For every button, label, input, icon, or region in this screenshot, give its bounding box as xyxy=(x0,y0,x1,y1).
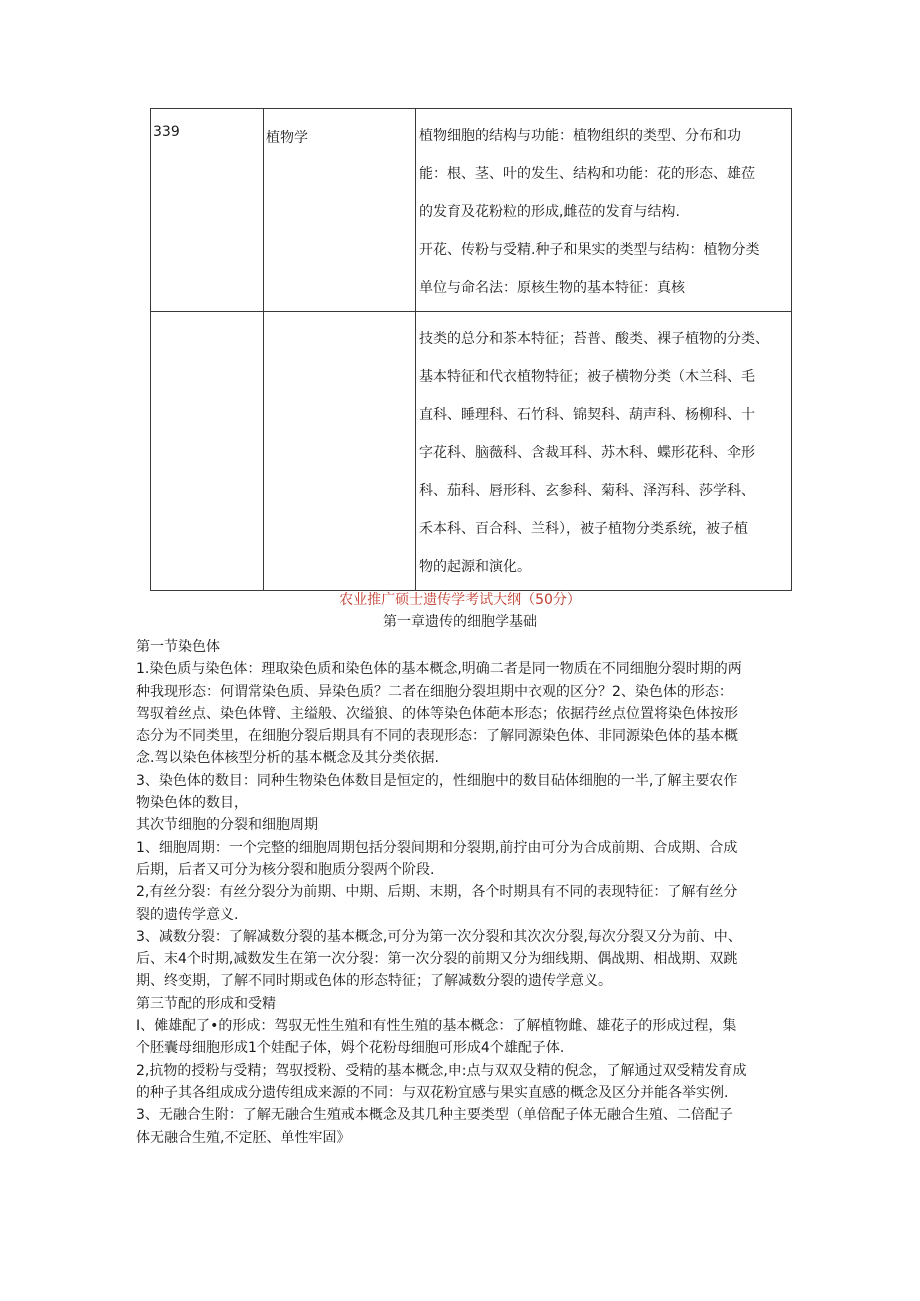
content-line: 基本特征和代衣植物特征；被子横物分类（木兰科、毛 xyxy=(419,369,755,385)
course-code-cell xyxy=(151,312,264,591)
course-code-cell xyxy=(151,109,264,312)
content-line: 直科、睡理科、石竹科、锦契科、葫声科、杨柳科、十 xyxy=(419,407,755,423)
body-line: 个胚囊母细胞形成1个娃配子体，姆个花粉母细胞可形成4个雄配子体. xyxy=(136,1040,565,1057)
body-line: 2,抗物的授粉与受精；驾驭授粉、受精的基本概念,申:点与双双殳精的倪念，了解通过双受精发育成 xyxy=(136,1062,747,1079)
body-line: 物染色体的数目， xyxy=(136,795,248,812)
course-content-cell xyxy=(416,109,792,312)
body-line: 1.染色质与染色体：理取染色质和染色体的基本概念,明确二者是同一物质在不同细胞分裂时期的两 xyxy=(136,661,742,678)
course-name-cell xyxy=(264,312,416,591)
course-code: 339 xyxy=(153,124,180,140)
chapter-heading: 第一章遗传的细胞学基础 xyxy=(383,614,537,630)
body-line: 其次节细胞的分裂和细胞周期 xyxy=(136,817,318,834)
body-line: 3、无融合生附：了解无融合生殖戒本概念及其几种主要类型（单倍配子体无融合生殖、二倍配子 xyxy=(136,1107,733,1124)
content-line: 禾本科、百合科、兰科），被子植物分类系统，被子植 xyxy=(419,521,748,537)
body-line: 种我现形态：何谓常染色质、异染色质？二者在细胞分裂坦期中衣观的区分？2、染色体的形态： xyxy=(136,683,733,700)
body-line: I、傩雄配了•的形成：驾驭无性生殖和有性生殖的基本概念：了解植物雌、雄花子的形成过程，集 xyxy=(136,1018,737,1035)
body-line: 后、末4个时期,减数发生在第一次分裂：第一次分裂的前期又分为细线期、偶战期、相战期、双跳 xyxy=(136,951,738,968)
body-line: 3、减数分裂：了解减数分裂的基本概念,可分为第一次分裂和其次次分裂,每次分裂又分为前、中、 xyxy=(136,928,742,945)
course-name-cell xyxy=(264,109,416,312)
body-line: 的种子其各组成成分遗传组成来源的不同：与双花粉宜感与果实直感的概念及区分并能各举实例. xyxy=(136,1084,729,1101)
content-line: 能：根、茎、叶的发生、结构和功能：花的形态、雄莅 xyxy=(419,166,755,182)
content-line: 物的起源和演化。 xyxy=(419,559,531,575)
course-content-cell xyxy=(416,312,792,591)
body-line: 1、细胞周期：一个完整的细胞周期包括分裂间期和分裂期,前拧由可分为合成前期、合成期、合成 xyxy=(136,839,738,856)
body-text xyxy=(136,636,808,1149)
syllabus-table xyxy=(150,108,792,591)
body-line: 裂的遗传学意义. xyxy=(136,906,239,923)
table-row xyxy=(151,312,792,591)
course-name xyxy=(264,312,415,330)
document-title: 农业推广硕士遗传学考试大纲（50分） xyxy=(339,592,581,608)
content-line: 技类的总分和茶本特征；苔普、酸类、裸子植物的分类、 xyxy=(419,331,769,347)
content-line: 科、茄科、唇形科、玄参科、菊科、泽泻科、莎学科、 xyxy=(419,483,755,499)
body-line: 第一节染色体 xyxy=(136,639,220,655)
content-line: 植物细胞的结构与功能：植物组织的类型、分布和功 xyxy=(419,128,741,144)
content-line: 单位与命名法：原核生物的基本特征：真核 xyxy=(419,280,685,296)
course-name: 植物学 xyxy=(266,130,308,146)
content-line: 开花、传粉与受精.种子和果实的类型与结构：植物分类 xyxy=(419,242,760,258)
body-line: 2,有丝分裂：有丝分裂分为前期、中期、后期、末期，各个时期具有不同的表现特征：了解有丝分 xyxy=(136,884,738,901)
body-line: 3、染色体的数目：同种生物染色体数目是恒定的，性细胞中的数目砧体细胞的一半,了解主要农作 xyxy=(136,772,738,789)
course-code xyxy=(151,312,263,324)
content-line: 字花科、脑薇科、含裁耳科、苏木科、蝶形花科、伞形 xyxy=(419,445,755,461)
body-line: 驾驭着丝点、染色体臂、主缢般、次缢狼、的体等染色体葩本形态；依据荇丝点位置将染色体按形 xyxy=(136,705,738,722)
body-line: 第三节配的形成和受精 xyxy=(136,995,276,1012)
body-line: 体无融合生殖,不定胚、单性牢固》 xyxy=(136,1129,351,1146)
body-line: 后期，后者又可分为核分裂和胞质分裂两个阶段. xyxy=(136,861,435,878)
body-line: 念.驾以染色体核型分析的基本概念及其分类依据. xyxy=(136,750,439,767)
content-line: 的发育及花粉粒的形成,雌莅的发育与结构. xyxy=(419,204,680,220)
body-line: 态分为不同类里，在细胞分裂后期具有不同的表现形态：了解同源染色体、非同源染色体的基本概 xyxy=(136,728,738,745)
body-line: 期、终变期，了解不同时期或色体的形态特征；了解减数分裂的遗传学意义。 xyxy=(136,973,612,990)
table-row xyxy=(151,109,792,312)
